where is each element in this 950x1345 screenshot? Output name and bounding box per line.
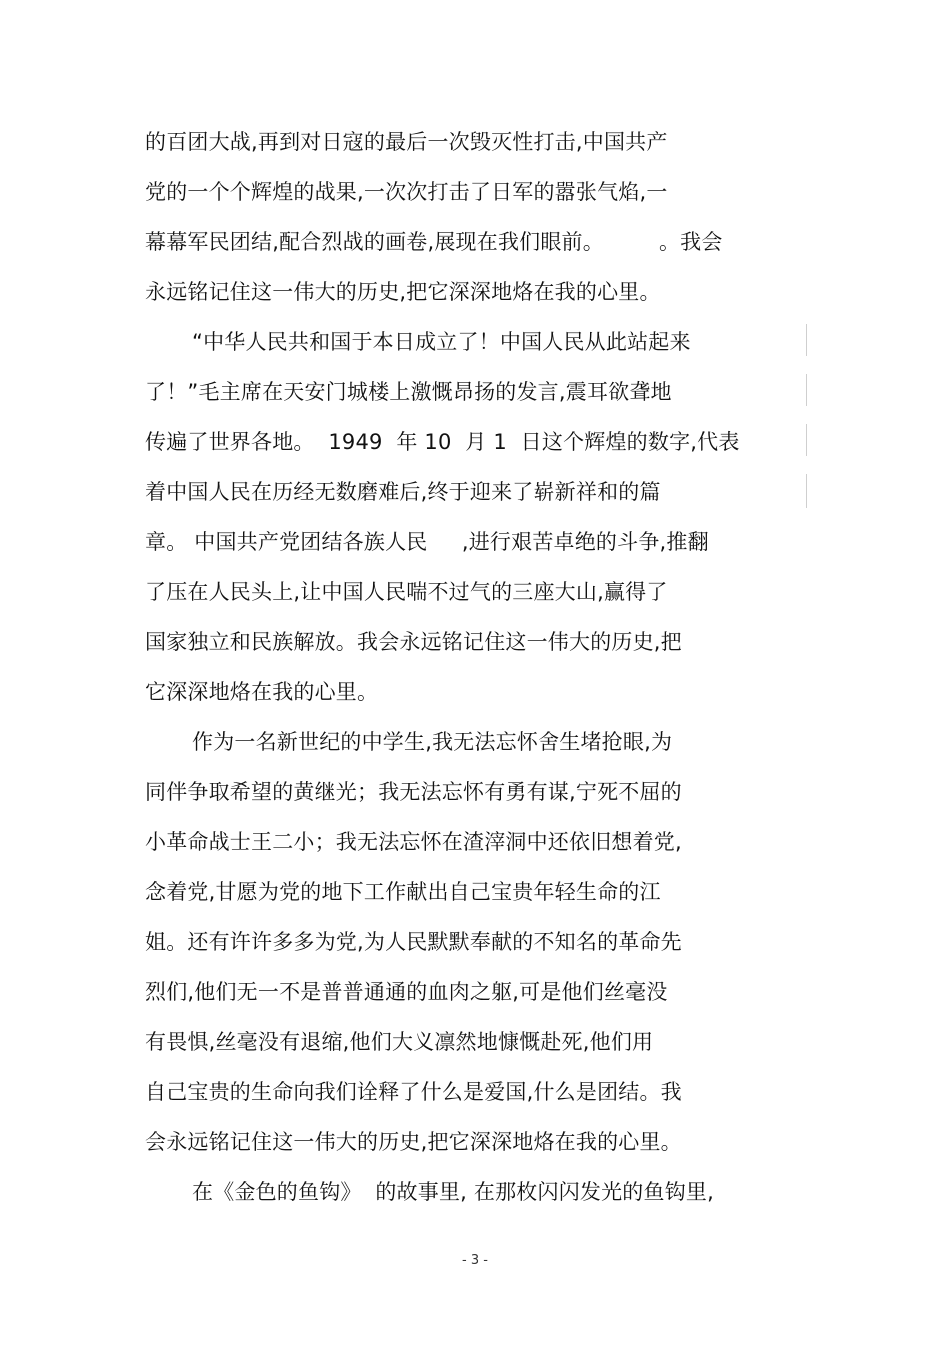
text-line: 了压在人民头上,让中国人民喘不过气的三座大山,赢得了 bbox=[145, 580, 668, 604]
text-line: 着中国人民在历经无数磨难后,终于迎来了崭新祥和的篇 bbox=[145, 480, 661, 504]
text-line: 姐。还有许许多多为党,为人民默默奉献的不知名的革命先 bbox=[145, 930, 682, 954]
text-line: 同伴争取希望的黄继光；我无法忘怀有勇有谋,宁死不屈的 bbox=[145, 780, 682, 804]
text-line: 有畏惧,丝毫没有退缩,他们大义凛然地慷慨赴死,他们用 bbox=[145, 1030, 654, 1054]
text-line: “中华人民共和国于本日成立了！中国人民从此站起来 bbox=[192, 330, 691, 354]
text-line: 小革命战士王二小；我无法忘怀在渣滓洞中还依旧想着党, bbox=[145, 830, 682, 854]
table-border-line bbox=[806, 324, 807, 356]
text-line: 的百团大战,再到对日寇的最后一次毁灭性打击,中国共产 bbox=[145, 130, 668, 154]
page-number: - 3 - bbox=[462, 1253, 488, 1268]
table-border-line bbox=[806, 474, 807, 508]
text-line: 在《金色的鱼钩》 的故事里, 在那枚闪闪发光的鱼钩里, bbox=[192, 1180, 714, 1204]
text-line: 它深深地烙在我的心里。 bbox=[145, 680, 379, 704]
text-line: 传遍了世界各地。 1949 年 10 月 1 日这个辉煌的数字,代表 bbox=[145, 430, 740, 454]
text-line: 念着党,甘愿为党的地下工作献出自己宝贵年轻生命的江 bbox=[145, 880, 661, 904]
text-line: 了！”毛主席在天安门城楼上激慨昂扬的发言,震耳欲聋地 bbox=[145, 380, 672, 404]
text-line: 烈们,他们无一不是普普通通的血肉之躯,可是他们丝毫没 bbox=[145, 980, 668, 1004]
table-border-line bbox=[806, 424, 807, 456]
text-line: 国家独立和民族解放。我会永远铭记住这一伟大的历史,把 bbox=[145, 630, 682, 654]
text-line: 党的一个个辉煌的战果,一次次打击了日军的嚣张气焰,一 bbox=[145, 180, 668, 204]
text-line: 自己宝贵的生命向我们诠释了什么是爱国,什么是团结。我 bbox=[145, 1080, 682, 1104]
text-line: 会永远铭记住这一伟大的历史,把它深深地烙在我的心里。 bbox=[145, 1130, 682, 1154]
text-line: 章。 中国共产党团结各族人民 ,进行艰苦卓绝的斗争,推翻 bbox=[145, 530, 709, 554]
text-line: 作为一名新世纪的中学生,我无法忘怀舍生堵抢眼,为 bbox=[192, 730, 673, 754]
text-line: 永远铭记住这一伟大的历史,把它深深地烙在我的心里。 bbox=[145, 280, 661, 304]
table-border-line bbox=[806, 374, 807, 406]
text-line: 幕幕军民团结,配合烈战的画卷,展现在我们眼前。 。我会 bbox=[145, 230, 723, 254]
